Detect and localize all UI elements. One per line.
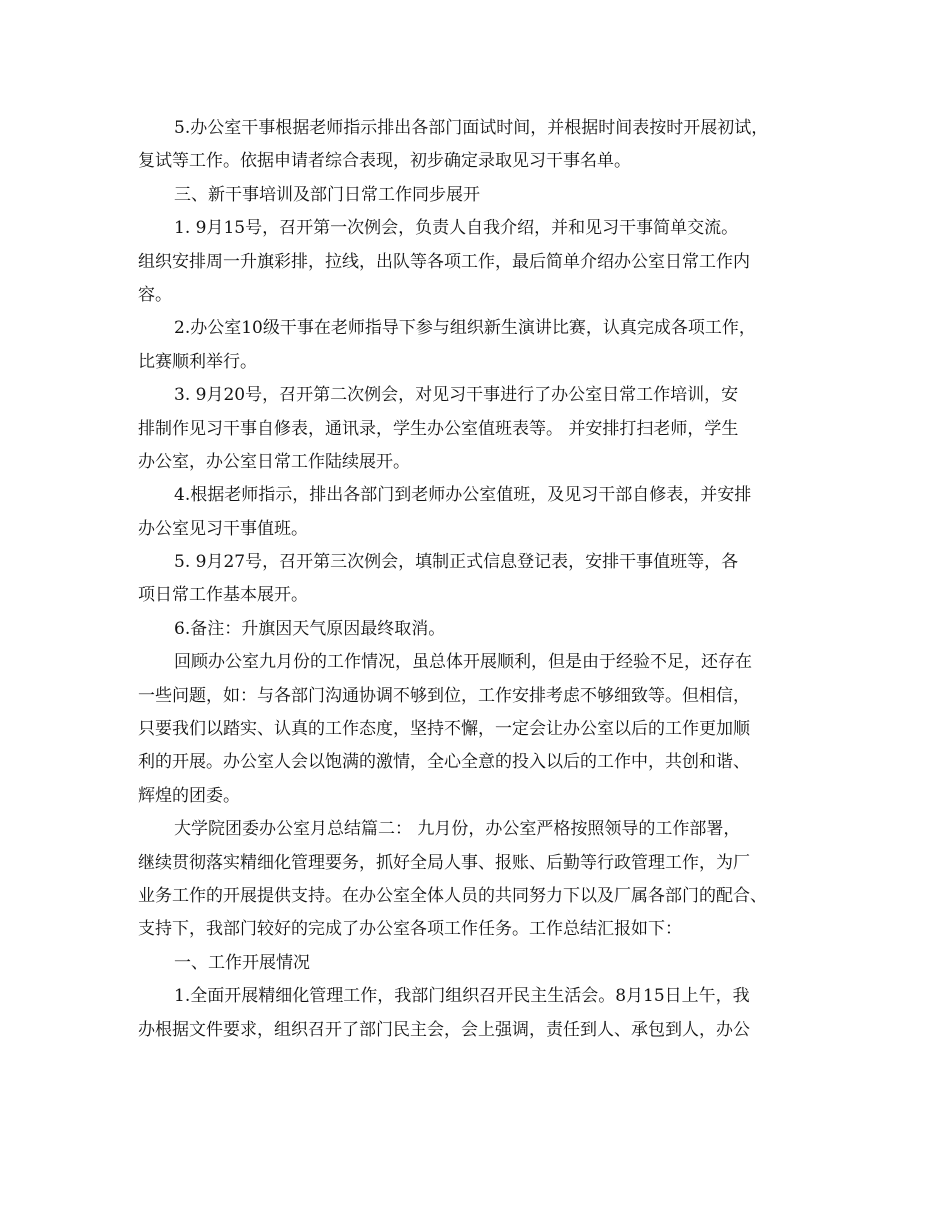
text-line: 大学院团委办公室月总结篇二： 九月份，办公室严格按照领导的工作部署， (174, 819, 741, 840)
text-line: 支持下，我部门较好的完成了办公室各项工作任务。工作总结汇报如下： (138, 919, 682, 940)
text-line: 组织安排周一升旗彩排，拉线，出队等各项工作，最后简单介绍办公室日常工作内 (138, 251, 750, 272)
text-line: 复试等工作。依据申请者综合表现，初步确定录取见习干事名单。 (138, 151, 631, 172)
text-line: 只要我们以踏实、认真的工作态度，坚持不懈，一定会让办公室以后的工作更加顺 (138, 719, 750, 740)
text-line: 三、新干事培训及部门日常工作同步展开 (174, 184, 480, 205)
text-line: 办根据文件要求，组织召开了部门民主会，会上强调，责任到人、承包到人，办公 (138, 1019, 750, 1040)
text-line: 利的开展。办公室人会以饱满的激情，全心全意的投入以后的工作中，共创和谐、 (138, 752, 750, 773)
text-line: 一些问题，如：与各部门沟通协调不够到位，工作安排考虑不够细致等。但相信， (138, 685, 750, 706)
text-line: 继续贯彻落实精细化管理要务，抓好全局人事、报账、后勤等行政管理工作，为厂 (138, 852, 750, 873)
text-line: 4.根据老师指示，排出各部门到老师办公室值班，及见习干部自修表，并安排 (174, 485, 752, 506)
text-line: 项日常工作基本展开。 (138, 585, 308, 606)
text-line: 2.办公室10级干事在老师指导下参与组织新生演讲比赛，认真完成各项工作， (174, 318, 756, 339)
text-line: 比赛顺利举行。 (138, 351, 257, 372)
text-line: 办公室，办公室日常工作陆续展开。 (138, 451, 410, 472)
document-body (138, 112, 818, 1047)
text-line: 一、工作开展情况 (174, 952, 310, 973)
text-line: 5. 9月27号，召开第三次例会，填制正式信息登记表，安排干事值班等，各 (174, 552, 739, 573)
text-line: 业务工作的开展提供支持。在办公室全体人员的共同努力下以及厂属各部门的配合、 (138, 885, 767, 906)
text-line: 容。 (138, 284, 172, 305)
text-line: 辉煌的团委。 (138, 785, 240, 806)
text-line: 排制作见习干事自修表，通讯录，学生办公室值班表等。 并安排打扫老师，学生 (138, 418, 739, 439)
text-line: 1. 9月15号，召开第一次例会，负责人自我介绍，并和见习干事简单交流。 (174, 218, 739, 239)
text-line: 6.备注：升旗因天气原因最终取消。 (174, 618, 446, 639)
text-line: 回顾办公室九月份的工作情况，虽总体开展顺利，但是由于经验不足，还存在 (174, 652, 752, 673)
text-line: 3. 9月20号，召开第二次例会，对见习干事进行了办公室日常工作培训，安 (174, 385, 739, 406)
text-line: 办公室见习干事值班。 (138, 518, 308, 539)
text-line: 1.全面开展精细化管理工作，我部门组织召开民主生活会。8月15日上午，我 (174, 986, 750, 1007)
text-line: 5.办公室干事根据老师指示排出各部门面试时间，并根据时间表按时开展初试， (174, 118, 769, 138)
